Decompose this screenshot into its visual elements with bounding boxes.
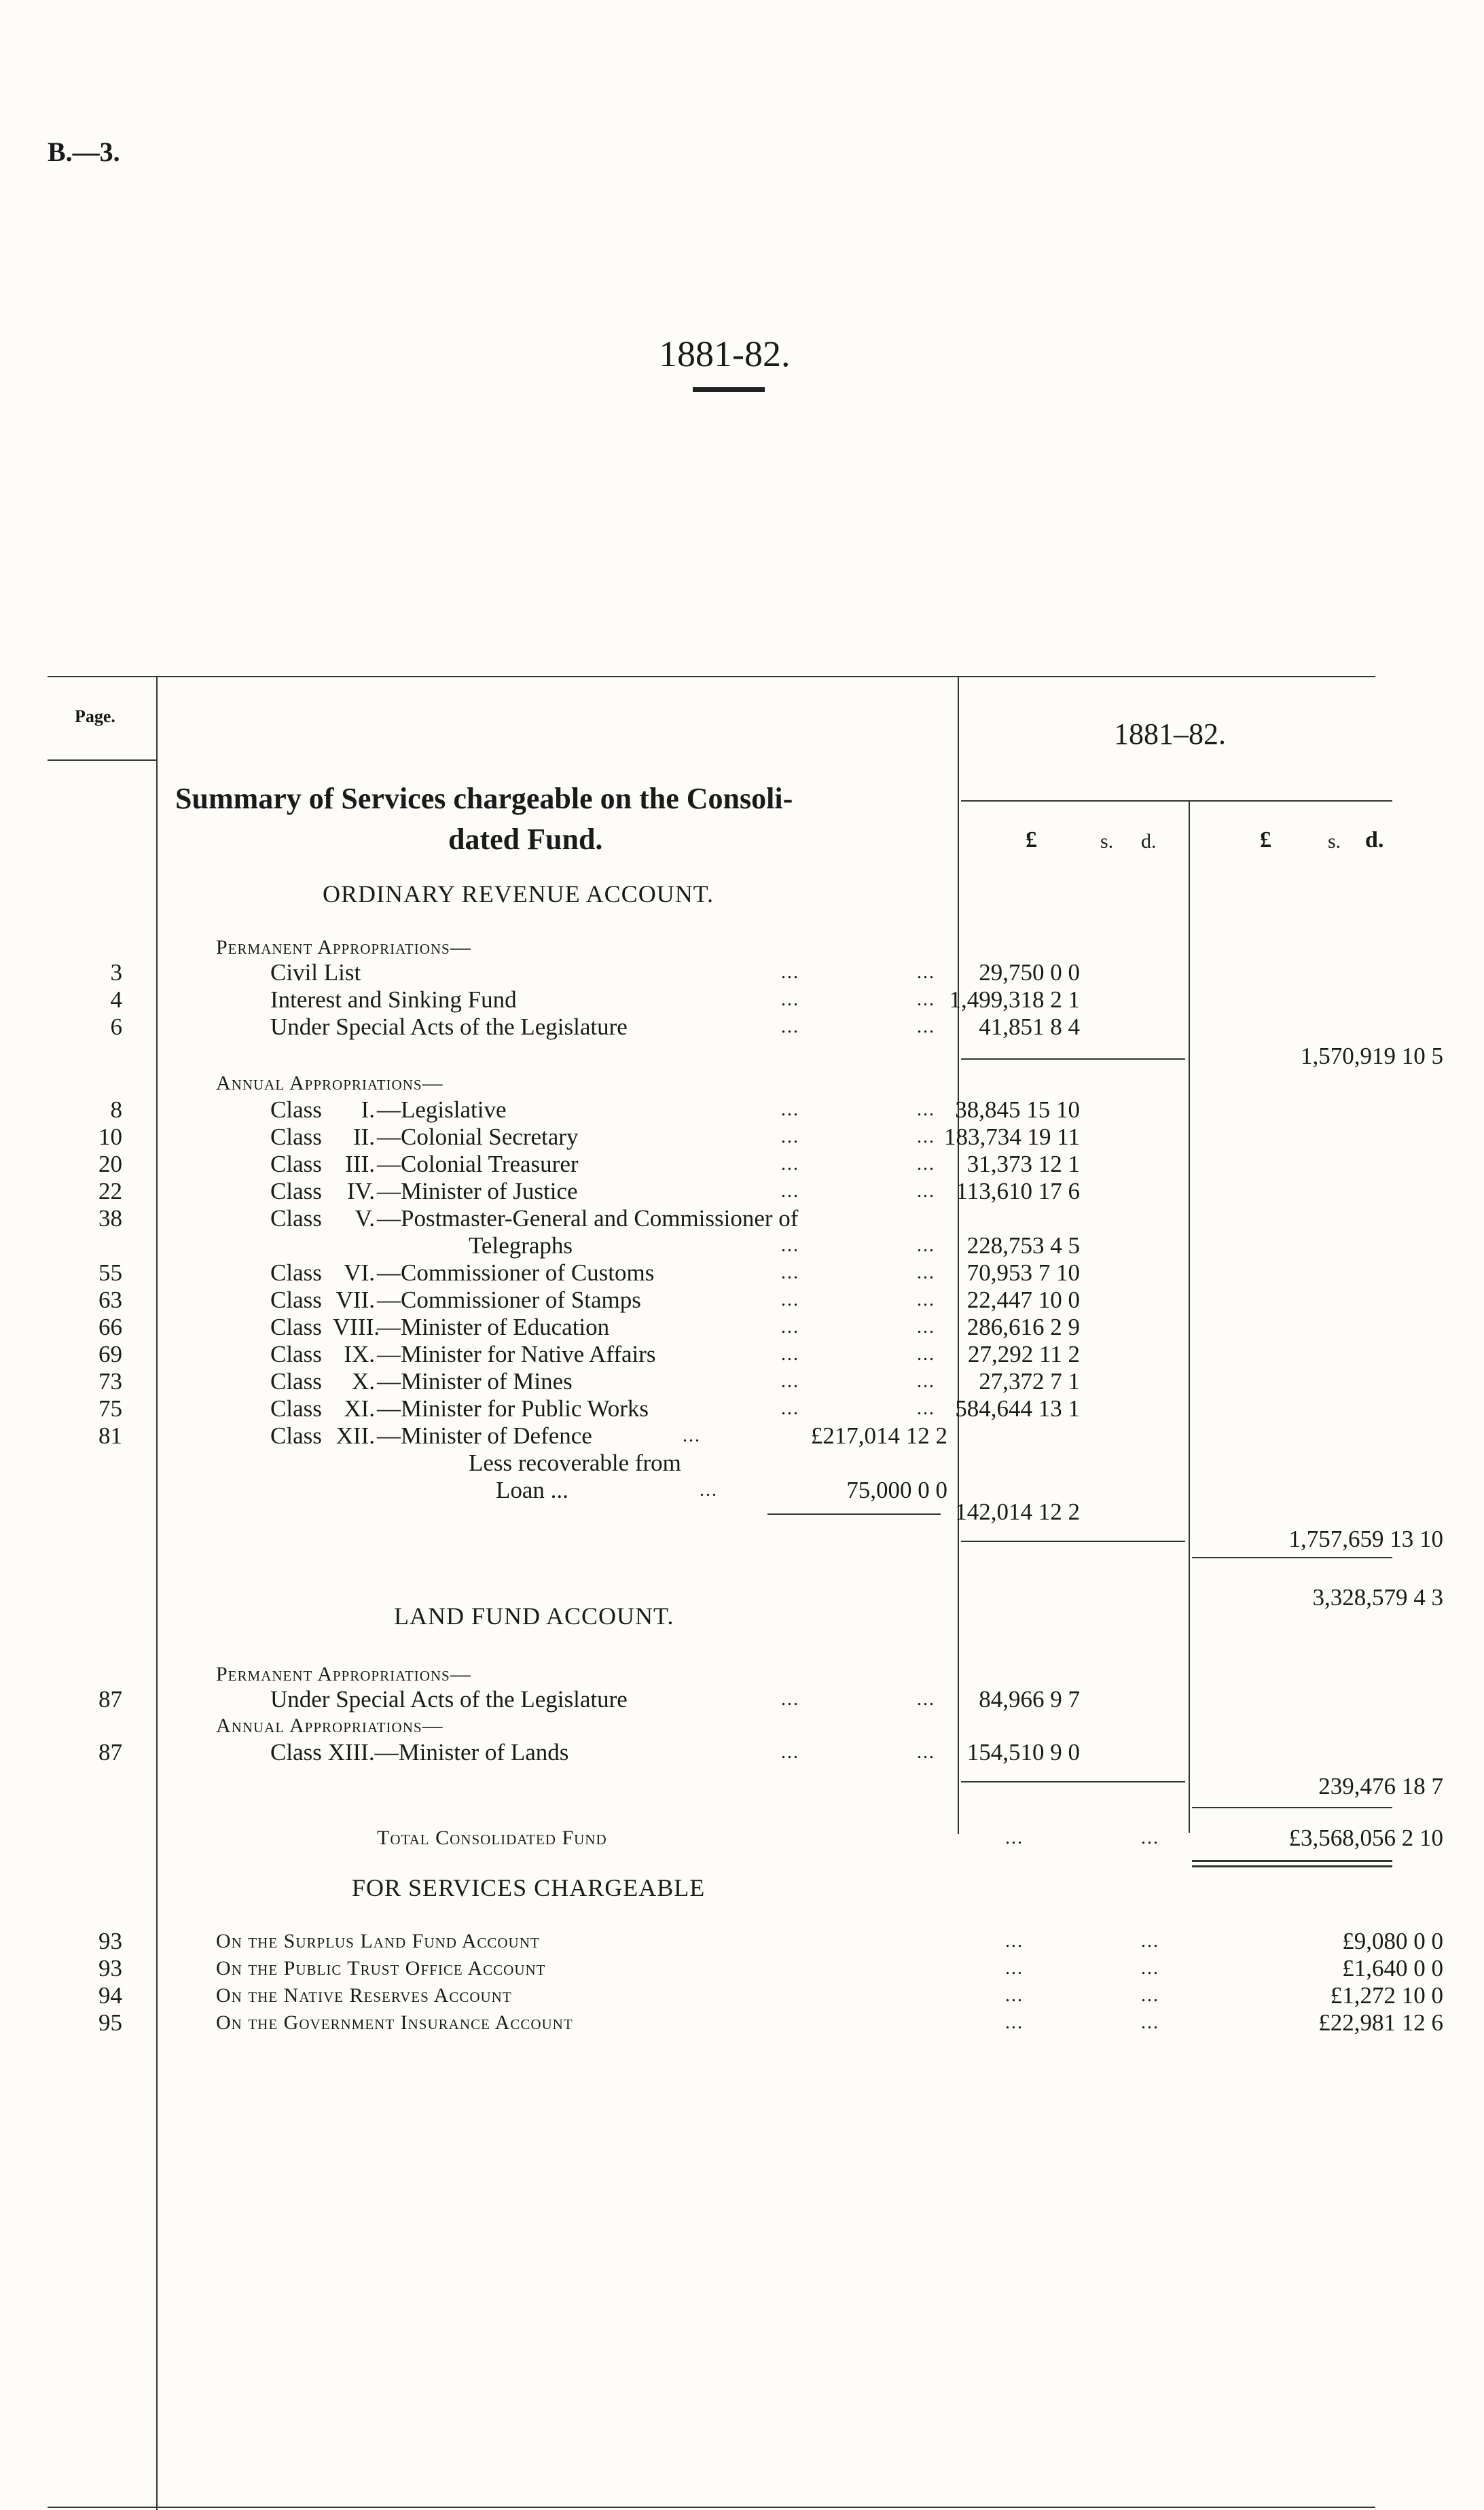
unit-pounds-left: £ (1026, 827, 1037, 853)
unit-pounds-right: £ (1260, 827, 1271, 853)
total-double-rule-1 (1192, 1860, 1392, 1862)
table-row: 8 Class I. —Legislative ... ... 38,845 15 10 (110, 1096, 1080, 1123)
table-row: 73 Class X. —Minister of Mines ... ... 27,372 7 1 (98, 1368, 1080, 1395)
ordinary-total-rule (1192, 1557, 1392, 1558)
table-row: 4 Interest and Sinking Fund ... ... 1,499,318 2 1 (110, 986, 1080, 1013)
table-top-rule (48, 676, 1375, 677)
ordinary-total-row: 3,328,579 4 3 (1312, 1584, 1443, 1611)
annual-subtotal-rule (961, 1541, 1185, 1542)
table-row: 93 On the Public Trust Office Account ... ... £1,640 0 0 (98, 1955, 1443, 1982)
table-row: 95 On the Government Insurance Account ... ... £22,981 12 6 (98, 2009, 1443, 2036)
table-bottom-rule (48, 2507, 1375, 2508)
page-title: 1881-82. (659, 334, 791, 374)
summary-title-line-1: Summary of Services chargeable on the Consoli- (175, 782, 793, 815)
services-chargeable-heading: FOR SERVICES CHARGEABLE (352, 1874, 706, 1901)
total-consolidated-row: Total Consolidated Fund ... ... £3,568,056 2 10 (377, 1825, 1443, 1851)
page-column-rule (48, 759, 156, 761)
unit-shillings-right: s. (1328, 830, 1341, 853)
permanent-appropriations-heading: Permanent Appropriations— (216, 936, 471, 958)
table-row: 81 Class XII. —Minister of Defence ... £217,014 12 2 (98, 1422, 947, 1449)
table-row: 38 Class V. —Postmaster-General and Commissioner of (98, 1205, 799, 1232)
land-fund-heading: LAND FUND ACCOUNT. (394, 1602, 674, 1630)
land-permanent-heading: Permanent Appropriations— (216, 1663, 471, 1685)
year-header-rule (961, 800, 1392, 802)
summary-title-line-2: dated Fund. (448, 823, 603, 856)
unit-pence-right: d. (1365, 827, 1384, 853)
table-row: 63 Class VII. —Commissioner of Stamps ... ... 22,447 10 0 (98, 1287, 1080, 1313)
land-total-row: 239,476 18 7 (1318, 1773, 1443, 1799)
table-row: Telegraphs ... ... 228,753 4 5 (469, 1232, 1080, 1259)
defence-gross-amount: £217,014 12 2 (810, 1422, 947, 1449)
unit-shillings-left: s. (1100, 830, 1114, 853)
table-row: 22 Class IV. —Minister of Justice ... ... 113,610 17 6 (98, 1178, 1080, 1204)
unit-pence-left: d. (1141, 830, 1157, 853)
ordinary-revenue-heading: ORDINARY REVENUE ACCOUNT. (323, 880, 714, 908)
total-double-rule-2 (1192, 1865, 1392, 1867)
table-row: 66 Class VIII. —Minister of Education ... ... 286,616 2 9 (98, 1314, 1080, 1340)
land-annual-heading: Annual Appropriations— (216, 1715, 444, 1737)
less-recoverable-amount: 75,000 0 0 (846, 1477, 947, 1503)
table-row: 94 On the Native Reserves Account ... ... £1,272 10 0 (98, 1982, 1443, 2009)
table-row: Loan ... ... 75,000 0 0 (496, 1477, 947, 1503)
page-column-header: Page. (75, 706, 115, 726)
table-row: Less recoverable from (469, 1450, 681, 1476)
title-rule (693, 387, 765, 392)
table-row: 55 Class VI. —Commissioner of Customs ... ... 70,953 7 10 (98, 1259, 1080, 1286)
document-reference: B.—3. (48, 137, 120, 167)
table-row: 6 Under Special Acts of the Legislature ... ... 41,851 8 4 (110, 1014, 1080, 1040)
land-total-rule (1192, 1807, 1392, 1808)
table-row: 10 Class II. —Colonial Secretary ... ... 183,734 19 11 (98, 1124, 1080, 1150)
defence-net-row: 142,014 12 2 (955, 1499, 1080, 1525)
annual-total-row: 1,757,659 13 10 (1288, 1526, 1443, 1552)
table-row: 93 On the Surplus Land Fund Account ... ... £9,080 0 0 (98, 1928, 1443, 1954)
table-row: 87 Under Special Acts of the Legislature ... ... 84,966 9 7 (98, 1686, 1080, 1713)
table-row: 3 Civil List ... ... 29,750 0 0 (110, 959, 1080, 986)
table-row: 75 Class XI. —Minister for Public Works ... ... 584,644 13 1 (98, 1395, 1080, 1422)
table-row: 69 Class IX. —Minister for Native Affairs ... ... 27,292 11 2 (98, 1341, 1080, 1367)
permanent-total-row: 1,570,919 10 5 (1301, 1043, 1443, 1069)
table-row: 20 Class III. —Colonial Treasurer ... ... 31,373 12 1 (98, 1151, 1080, 1177)
year-column-header: 1881–82. (1114, 717, 1226, 751)
annual-appropriations-heading: Annual Appropriations— (216, 1072, 444, 1094)
table-row: 87 Class XIII.—Minister of Lands ... ... 154,510 9 0 (98, 1739, 1080, 1765)
